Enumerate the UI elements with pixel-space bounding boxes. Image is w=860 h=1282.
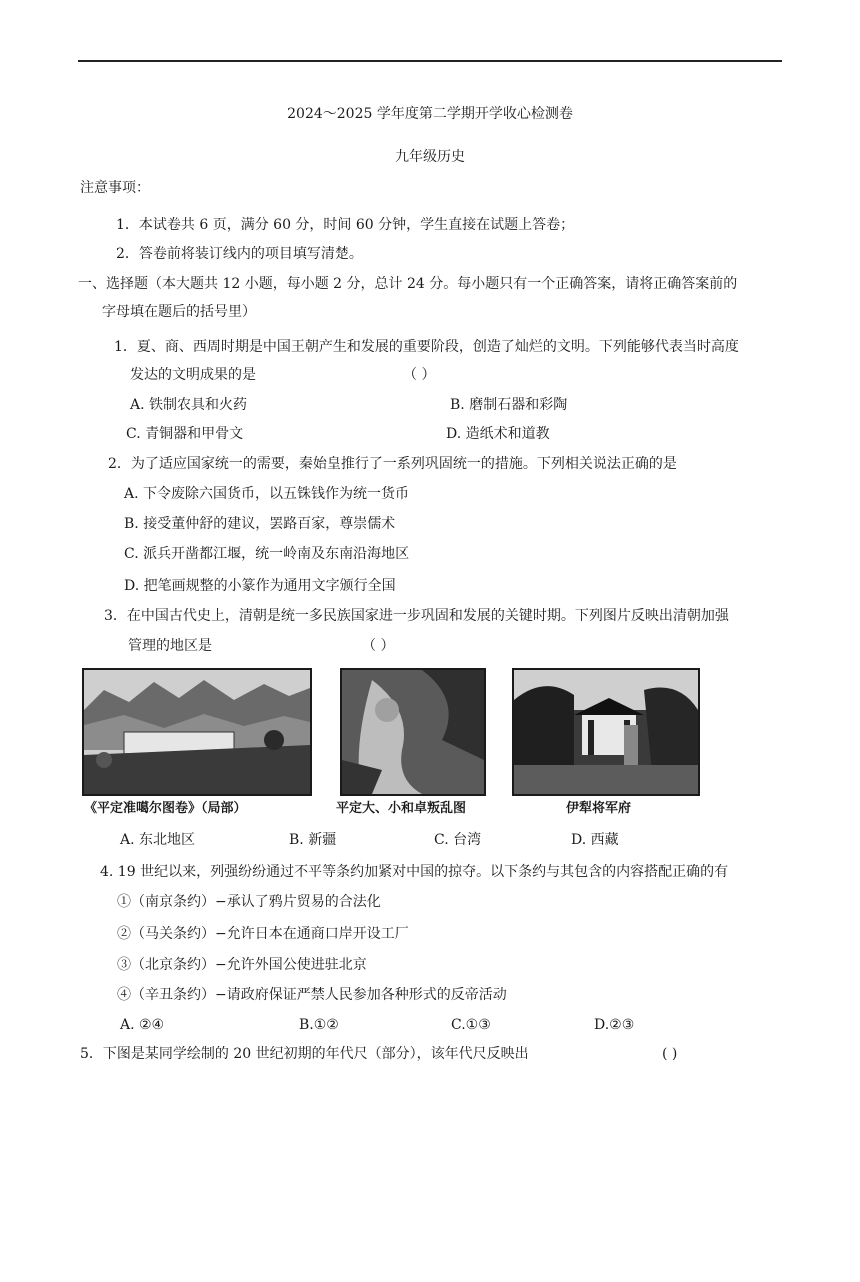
treaty-item: ②（马关条约）−允许日本在通商口岸开设工厂 (117, 926, 409, 942)
option-c: C. 青铜器和甲骨文 (126, 426, 244, 442)
answer-bracket: （ ） (403, 367, 436, 383)
header-rule (78, 60, 782, 62)
question-2-stem: 2．为了适应国家统一的需要，秦始皇推行了一系列巩固统一的措施。下列相关说法正确的是 (108, 456, 677, 472)
notice-item: 1．本试卷共 6 页，满分 60 分，时间 60 分钟，学生直接在试题上答卷； (116, 217, 575, 233)
option-d: D.②③ (594, 1017, 635, 1033)
option-d: D. 把笔画规整的小篆作为通用文字颁行全国 (124, 578, 396, 594)
question-5-stem: 5．下图是某同学绘制的 20 世纪初期的年代尺（部分），该年代尺反映出 (80, 1046, 529, 1062)
photo-yili-general-mansion (512, 668, 700, 796)
notice-item: 2．答卷前将装订线内的项目填写清楚。 (116, 246, 363, 262)
treaty-item: ①（南京条约）−承认了鸦片贸易的合法化 (117, 894, 381, 910)
option-d: D. 造纸术和道教 (446, 426, 550, 442)
option-a: A. 铁制农具和火药 (130, 397, 248, 413)
option-c: C. 派兵开凿都江堰，统一岭南及东南沿海地区 (124, 546, 410, 562)
option-b: B. 新疆 (289, 832, 337, 848)
option-a: A. 下令废除六国货币，以五铢钱作为统一货币 (124, 486, 410, 502)
exam-title: 2024～2025 学年度第二学期开学收心检测卷 (287, 106, 573, 122)
option-a: A. 东北地区 (120, 832, 196, 848)
question-3-stem-cont: 管理的地区是 (128, 638, 212, 654)
question-4-stem: 4. 19 世纪以来，列强纷纷通过不平等条约加紧对中国的掠夺。以下条约与其包含的内容搭配正确的有 (100, 864, 729, 880)
answer-bracket: （ ） (362, 638, 395, 654)
question-1-stem-cont: 发达的文明成果的是 (130, 367, 256, 383)
answer-bracket: ( ) (662, 1046, 678, 1062)
painting-pingding-zhungeer (82, 668, 312, 796)
notice-heading: 注意事项： (80, 180, 150, 196)
image-caption: 伊犁将军府 (566, 801, 632, 816)
exam-subtitle: 九年级历史 (395, 149, 465, 165)
question-3-stem: 3．在中国古代史上，清朝是统一多民族国家进一步巩固和发展的关键时期。下列图片反映出清朝加强 (104, 608, 729, 624)
option-a: A. ②④ (120, 1017, 165, 1033)
option-b: B. 接受董仲舒的建议，罢路百家，尊崇儒术 (124, 516, 396, 532)
option-b: B.①② (299, 1017, 339, 1033)
image-caption: 《平定准噶尔图卷》（局部） (84, 801, 247, 816)
section-heading-cont: 字母填在题后的括号里） (102, 304, 256, 320)
option-c: C. 台湾 (434, 832, 482, 848)
option-c: C.①③ (451, 1017, 491, 1033)
treaty-item: ③（北京条约）−允许外国公使进驻北京 (117, 957, 367, 973)
section-heading: 一、选择题（本大题共 12 小题，每小题 2 分，总计 24 分。每小题只有一个正确答案，请将正确答案前的 (78, 276, 738, 292)
question-1-stem: 1．夏、商、西周时期是中国王朝产生和发展的重要阶段，创造了灿烂的文明。下列能够代表当时高度 (114, 339, 739, 355)
painting-pingding-hezhuo (340, 668, 486, 796)
treaty-item: ④（辛丑条约）−请政府保证严禁人民参加各种形式的反帝活动 (117, 987, 507, 1003)
option-d: D. 西藏 (571, 832, 619, 848)
image-caption: 平定大、小和卓叛乱图 (336, 801, 467, 816)
option-b: B. 磨制石器和彩陶 (450, 397, 568, 413)
